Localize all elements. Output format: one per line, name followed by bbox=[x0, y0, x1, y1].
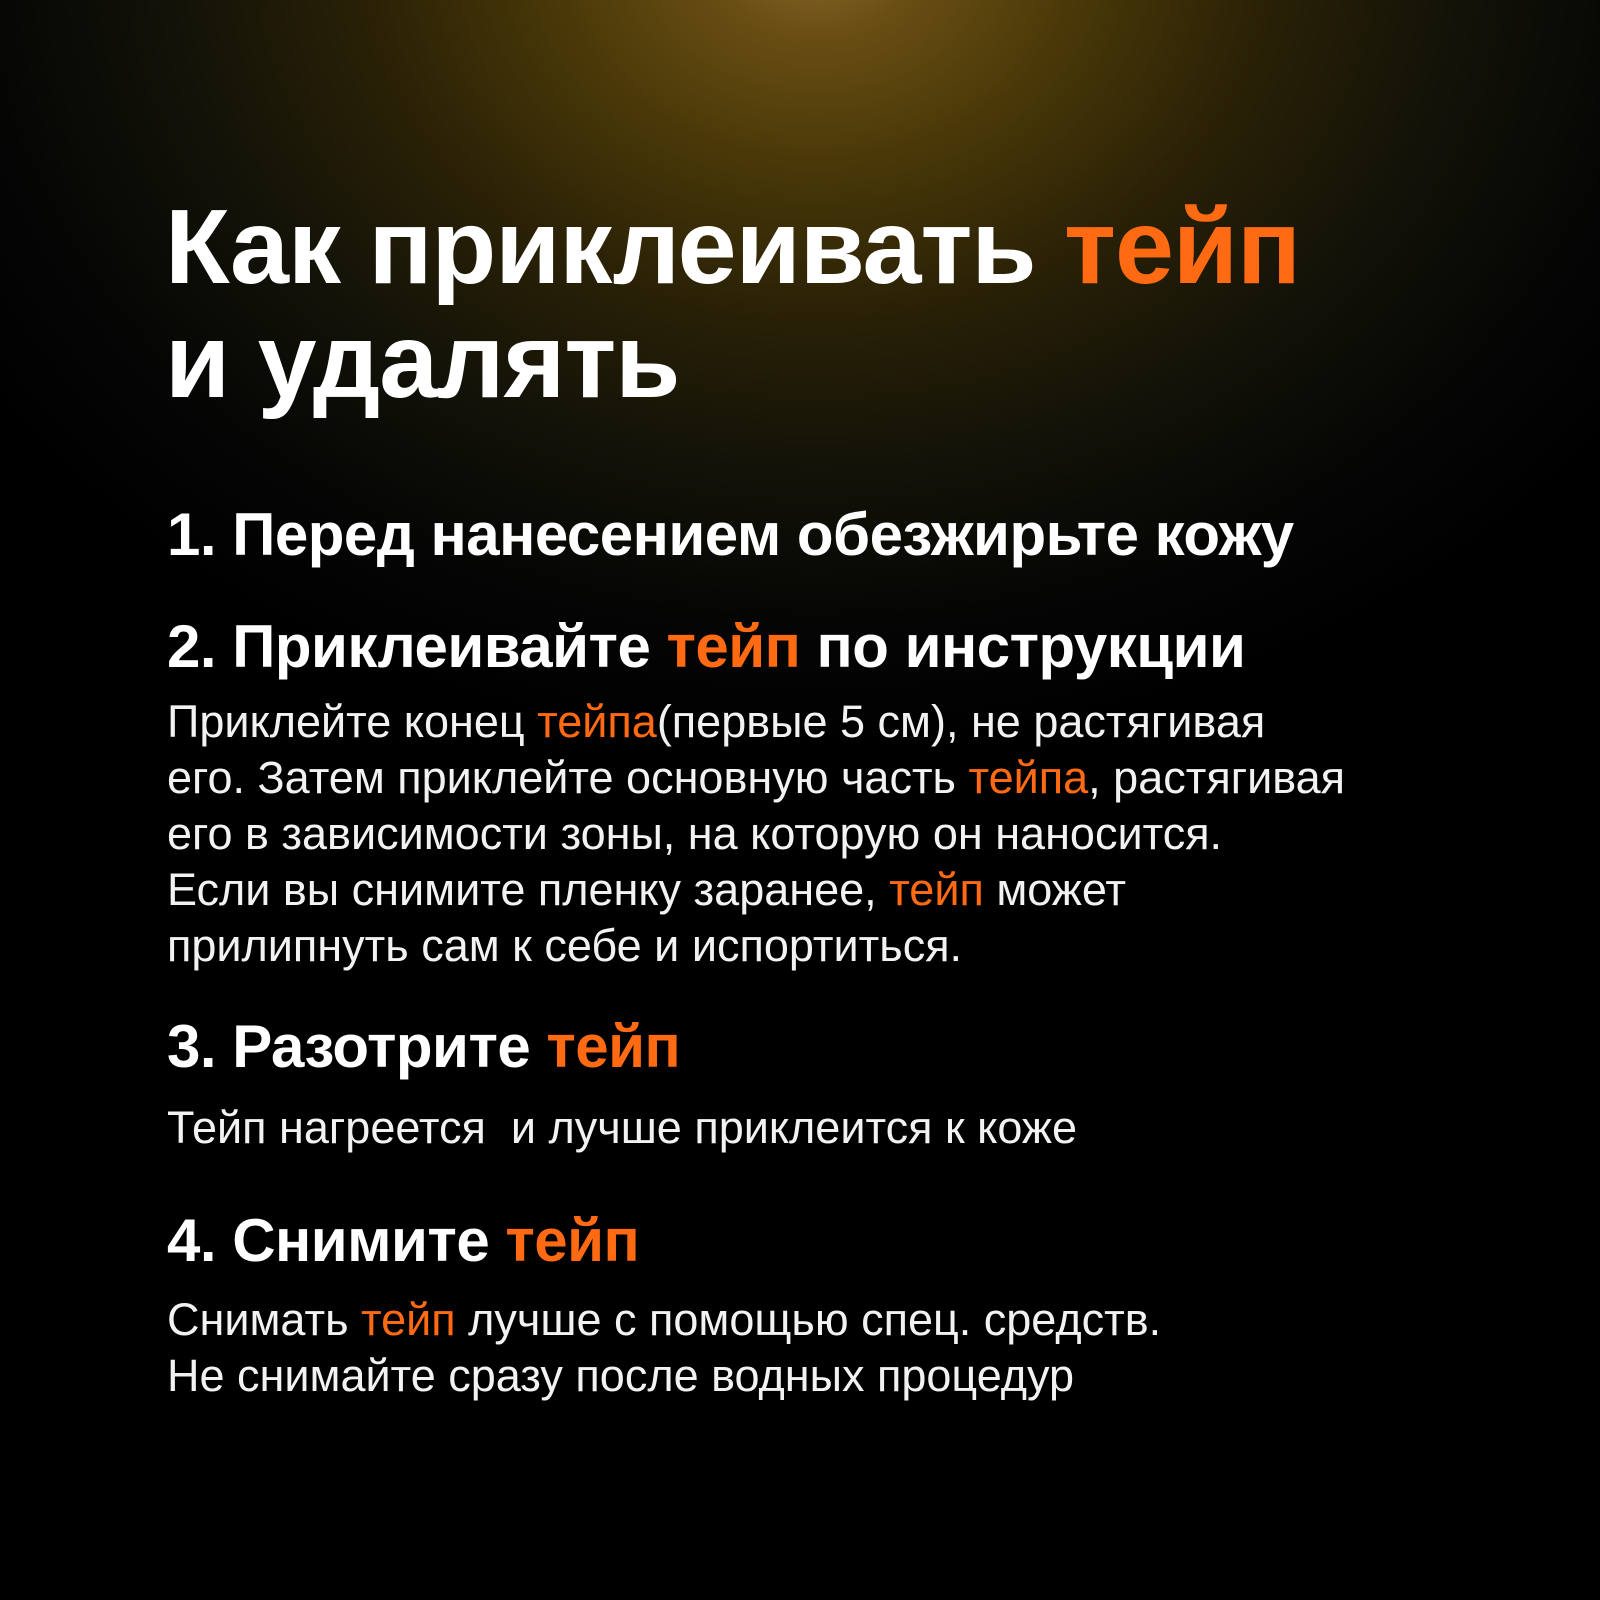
step-1-heading-text: 1. Перед нанесением обезжирьте кожу bbox=[167, 501, 1294, 568]
step-4-description bbox=[167, 1292, 1497, 1404]
step-2-line-4 bbox=[167, 862, 1497, 918]
step-2-line-2-accent: тейпа bbox=[968, 752, 1089, 803]
step-2-line-2-text-a: его. Затем приклейте основную часть bbox=[167, 752, 969, 803]
step-4-line-1 bbox=[167, 1292, 1497, 1348]
step-1-heading bbox=[167, 500, 1294, 570]
step-2-line-4-text-b: может bbox=[983, 864, 1127, 915]
step-3-line-1: Тейп нагреется и лучше приклеится к коже bbox=[167, 1102, 1077, 1153]
step-2-line-2-text-b: , растягивая bbox=[1088, 752, 1346, 803]
step-2-line-2 bbox=[167, 750, 1497, 806]
step-3-heading bbox=[167, 1012, 680, 1082]
step-2-heading bbox=[167, 612, 1245, 682]
step-3-heading-accent: тейп bbox=[546, 1013, 681, 1080]
step-4-line-1-text-a: Снимать bbox=[167, 1294, 362, 1345]
title-text: Как приклеивать bbox=[165, 188, 1065, 306]
step-2-line-4-accent: тейп bbox=[889, 864, 984, 915]
step-4-line-1-accent: тейп bbox=[361, 1294, 456, 1345]
step-2-heading-tail: по инструкции bbox=[800, 613, 1246, 680]
step-4-heading-text: 4. Снимите bbox=[167, 1207, 506, 1274]
step-2-line-1-text-b: (первые 5 см), не растягивая bbox=[656, 696, 1266, 747]
step-2-heading-text: 2. Приклеивайте bbox=[167, 613, 667, 680]
step-2-line-5: прилипнуть сам к себе и испортиться. bbox=[167, 920, 963, 971]
step-2-line-1 bbox=[167, 694, 1497, 750]
step-2-line-4-text-a: Если вы снимите пленку заранее, bbox=[167, 864, 890, 915]
title-line-1 bbox=[165, 190, 1465, 304]
step-2-heading-accent: тейп bbox=[666, 613, 801, 680]
step-4-line-1-text-b: лучше с помощью спец. средств. bbox=[455, 1294, 1162, 1345]
step-2-line-3: его в зависимости зоны, на которую он наносится. bbox=[167, 808, 1223, 859]
page-title bbox=[165, 190, 1465, 418]
title-line-2: и удалять bbox=[165, 302, 680, 420]
step-2-description bbox=[167, 694, 1497, 974]
step-3-heading-text: 3. Разотрите bbox=[167, 1013, 547, 1080]
step-4-heading-accent: тейп bbox=[505, 1207, 640, 1274]
step-2-line-1-text-a: Приклейте конец bbox=[167, 696, 538, 747]
title-accent-word: тейп bbox=[1064, 188, 1301, 306]
step-4-heading bbox=[167, 1206, 639, 1276]
step-3-description bbox=[167, 1100, 1497, 1156]
step-2-line-1-accent: тейпа bbox=[537, 696, 657, 747]
step-4-line-2: Не снимайте сразу после водных процедур bbox=[167, 1350, 1075, 1401]
